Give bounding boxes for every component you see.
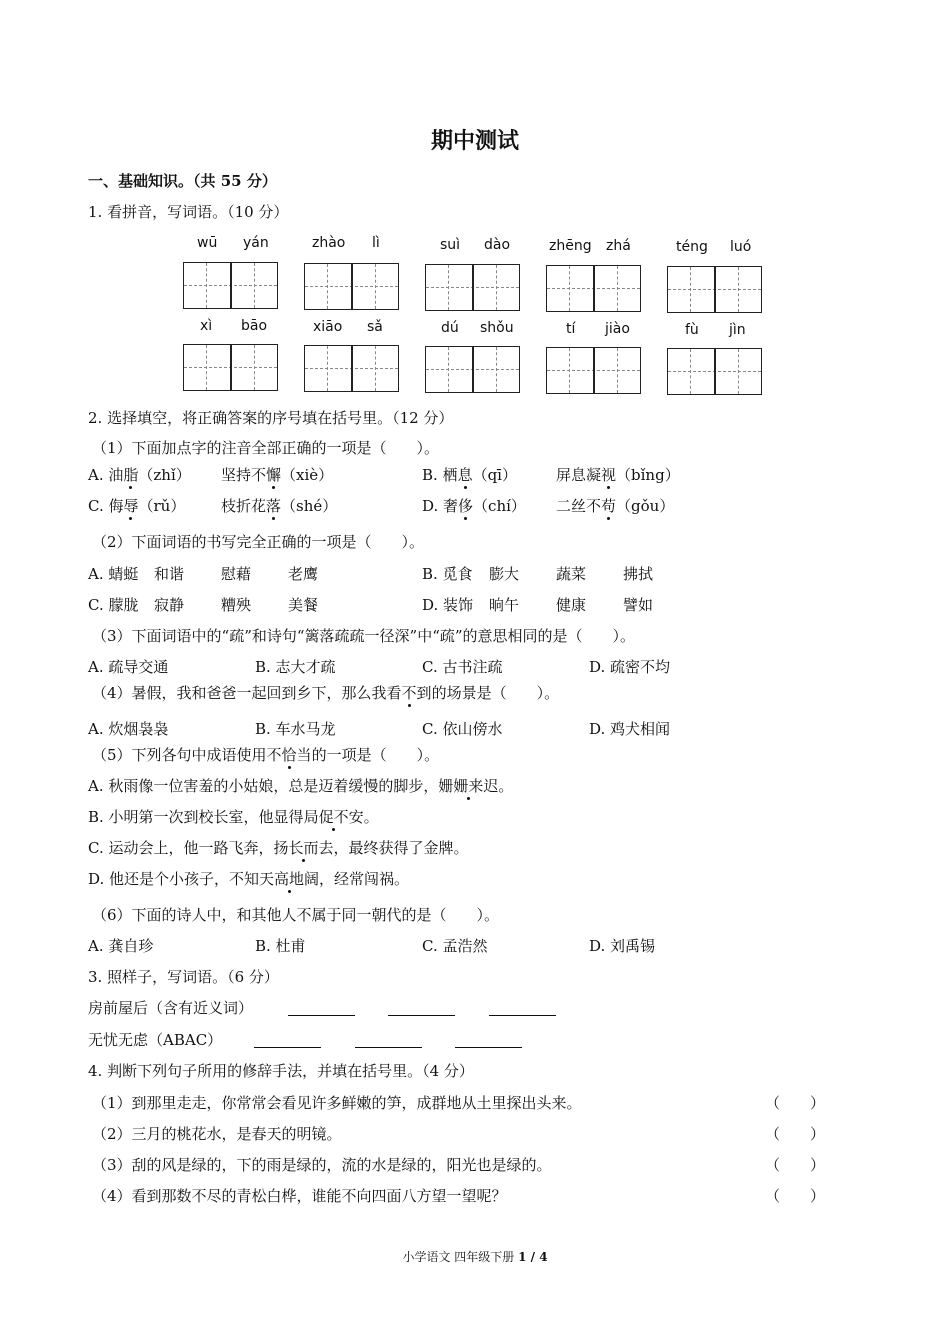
option-word: 晌午 (489, 596, 520, 614)
option-b: B. 小明第一次到校长室，他显得局促不安。 (88, 808, 379, 826)
pinyin: tí (566, 321, 576, 337)
q4-item: （2）三月的桃花水，是春天的明镜。 (92, 1125, 342, 1143)
pinyin: lì (372, 235, 380, 251)
option-word: 老鹰 (288, 565, 319, 583)
q4-stem: 4. 判断下列句子所用的修辞手法，并填在括号里。（4 分） (88, 1062, 474, 1080)
option-b: B. 车水马龙 (255, 720, 336, 738)
footer-text: 小学语文 四年级下册 (402, 1250, 515, 1264)
pinyin: wū (197, 235, 218, 251)
answer-parentheses[interactable]: （ ） (765, 1187, 826, 1205)
pinyin: sǎ (367, 319, 383, 335)
option-word: 慰藉 (221, 565, 252, 583)
option-d: D. 装饰 (422, 596, 474, 614)
q2-1-stem: （1）下面加点字的注音全部正确的一项是（ ）。 (92, 439, 440, 457)
q2-2-stem: （2）下面词语的书写完全正确的一项是（ ）。 (92, 533, 425, 551)
answer-blank[interactable] (388, 1001, 455, 1016)
pinyin: suì (440, 237, 461, 253)
writing-box[interactable] (425, 346, 520, 393)
option-c: C. 依山傍水 (422, 720, 503, 738)
option-b-2: 屏息凝视（bǐng） (556, 466, 680, 484)
q4-item: （3）刮的风是绿的，下的雨是绿的，流的水是绿的，阳光也是绿的。 (92, 1156, 552, 1174)
writing-box[interactable] (183, 262, 278, 309)
pinyin: zhēng (549, 238, 592, 254)
option-d-2: 二丝不苟（gǒu） (556, 497, 675, 515)
option-word: 拂拭 (623, 565, 654, 583)
option-a: A. 炊烟袅袅 (88, 720, 169, 738)
option-a: A. 秋雨像一位害羞的小姑娘，总是迈着缓慢的脚步，姗姗来迟。 (88, 777, 514, 795)
writing-box[interactable] (304, 345, 399, 392)
answer-blank[interactable] (355, 1033, 422, 1048)
pinyin: dú (441, 320, 459, 336)
answer-blank[interactable] (254, 1033, 321, 1048)
q2-stem: 2. 选择填空，将正确答案的序号填在括号里。（12 分） (88, 409, 454, 427)
option-c: C. 侮辱（rǔ） (88, 497, 186, 515)
page-number: 1 / 4 (518, 1250, 548, 1264)
option-c-2: 枝折花落（shé） (221, 497, 338, 515)
pinyin: yán (243, 235, 269, 251)
page-title: 期中测试 (430, 128, 519, 154)
pinyin: jìn (729, 322, 746, 338)
option-a: A. 疏导交通 (88, 658, 169, 676)
option-d: D. 他还是个小孩子，不知天高地阔，经常闯祸。 (88, 870, 410, 888)
writing-box[interactable] (546, 265, 641, 312)
pinyin: fù (685, 322, 699, 338)
writing-box[interactable] (304, 263, 399, 310)
pinyin: téng (676, 239, 708, 255)
pinyin: luó (730, 239, 752, 255)
q2-3-stem: （3）下面词语中的“疏”和诗句“篱落疏疏一径深”中“疏”的意思相同的是（ ）。 (92, 627, 636, 645)
option-d: D. 鸡犬相闻 (589, 720, 671, 738)
option-c: C. 朦胧 (88, 596, 139, 614)
q3-line-2 (88, 1030, 222, 1050)
writing-box[interactable] (546, 347, 641, 394)
option-a: A. 蜻蜓 (88, 565, 139, 583)
option-b: B. 志大才疏 (255, 658, 336, 676)
answer-parentheses[interactable]: （ ） (765, 1094, 826, 1112)
option-c: C. 孟浩然 (422, 937, 488, 955)
q3-line-1 (88, 998, 253, 1018)
pinyin: dào (484, 237, 511, 253)
pinyin: zhào (312, 235, 346, 251)
q2-5-stem: （5）下列各句中成语使用不恰当的一项是（ ）。 (92, 746, 440, 764)
writing-box[interactable] (667, 348, 762, 395)
q4-item: （1）到那里走走，你常常会看见许多鲜嫩的笋，成群地从土里探出头来。 (92, 1094, 582, 1112)
q2-6-stem: （6）下面的诗人中，和其他人不属于同一朝代的是（ ）。 (92, 906, 500, 924)
answer-blank[interactable] (455, 1033, 522, 1048)
option-word: 膨大 (489, 565, 520, 583)
option-d: D. 奢侈（chí） (422, 497, 526, 515)
q4-item: （4）看到那数不尽的青松白桦，谁能不向四面八方望一望呢？ (92, 1187, 507, 1205)
writing-box[interactable] (183, 344, 278, 391)
pinyin: bāo (241, 318, 268, 334)
option-a: A. 龚自珍 (88, 937, 154, 955)
option-b: B. 杜甫 (255, 937, 306, 955)
pinyin: xiāo (313, 319, 343, 335)
q1-stem: 1. 看拼音，写词语。（10 分） (88, 203, 289, 221)
pinyin: zhá (606, 238, 631, 254)
section-heading: 一、基础知识。（共 55 分） (88, 172, 277, 190)
option-d: D. 疏密不均 (589, 658, 671, 676)
pinyin: xì (200, 318, 213, 334)
answer-blank[interactable] (489, 1001, 556, 1016)
option-b: B. 觅食 (422, 565, 473, 583)
option-b: B. 栖息（qī） (422, 466, 517, 484)
writing-box[interactable] (667, 266, 762, 313)
option-word: 糟殃 (221, 596, 252, 614)
q2-4-stem: （4）暑假，我和爸爸一起回到乡下，那么我看不到的场景是（ ）。 (92, 684, 560, 702)
q3-example: 房前屋后（含有近义词） (88, 999, 254, 1017)
option-c: C. 运动会上，他一路飞奔，扬长而去，最终获得了金牌。 (88, 839, 469, 857)
answer-parentheses[interactable]: （ ） (765, 1156, 826, 1174)
option-word: 美餐 (288, 596, 319, 614)
writing-box[interactable] (425, 264, 520, 311)
option-c: C. 古书注疏 (422, 658, 503, 676)
answer-parentheses[interactable]: （ ） (765, 1125, 826, 1143)
q3-stem: 3. 照样子，写词语。（6 分） (88, 968, 279, 986)
option-word: 譬如 (623, 596, 654, 614)
answer-blank[interactable] (288, 1001, 355, 1016)
option-word: 健康 (556, 596, 587, 614)
pinyin: jiào (605, 321, 630, 337)
option-a-2: 坚持不懈（xiè） (221, 466, 334, 484)
option-word: 蔬菜 (556, 565, 587, 583)
page-footer (0, 1247, 950, 1267)
option-a: A. 油脂（zhǐ） (88, 466, 191, 484)
option-word: 和谐 (154, 565, 185, 583)
q3-example: 无忧无虑（ABAC） (88, 1031, 223, 1049)
option-d: D. 刘禹锡 (589, 937, 656, 955)
pinyin: shǒu (480, 320, 514, 336)
option-word: 寂静 (154, 596, 185, 614)
